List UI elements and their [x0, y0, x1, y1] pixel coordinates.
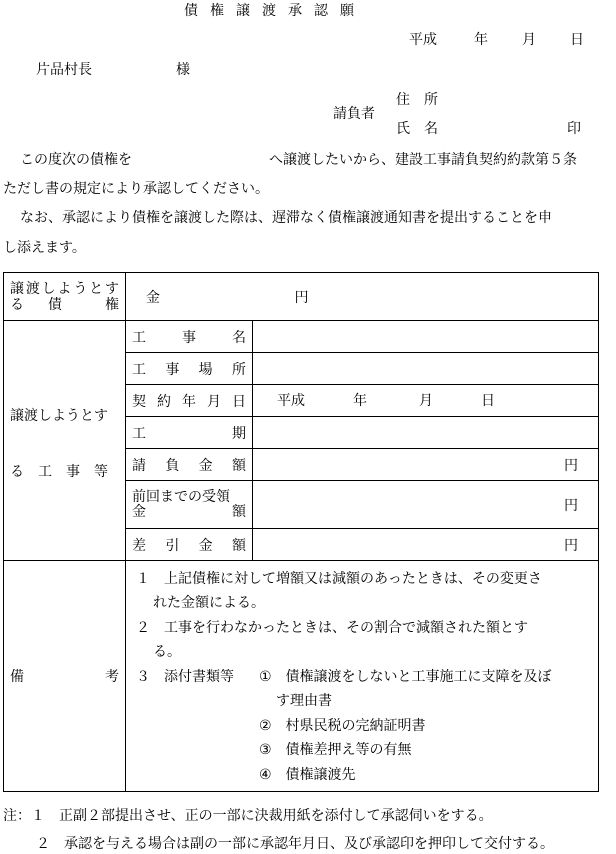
date-month: 月: [522, 32, 536, 48]
remarks-cell: [126, 561, 599, 792]
remark-1-line-2: れた金額による。: [153, 595, 265, 611]
remark-3-item-2: ② 村県民税の完納証明書: [259, 718, 426, 734]
addressee: 片品村長: [36, 62, 92, 78]
row-label-place: 工事場所: [126, 353, 253, 385]
remarks-label-text: 備 考: [10, 669, 119, 685]
remark-3-item-4: ④ 債権譲渡先: [259, 767, 356, 783]
body-line-4: し添えます。: [3, 240, 86, 256]
remark-2-line-1: ２ 工事を行わなかったときは、その割合で減額された額とす: [136, 620, 528, 636]
row-value-amount-yen: 円: [253, 449, 599, 481]
prev-received-line-2: 金 額: [132, 503, 246, 520]
row-label-contract-date: 契約年月日: [126, 385, 253, 417]
row-value-prev-received-yen: 円: [253, 481, 599, 529]
remark-1-line-1: １ 上記債権に対して増額又は減額のあったときは、その変更さ: [136, 571, 542, 587]
claim-label: [4, 273, 126, 321]
body-line-1a: この度次の債権を: [20, 152, 132, 168]
seal-mark: 印: [567, 121, 581, 137]
body-line-1b: へ譲渡したいから、建設工事請負契約約款第５条: [269, 152, 577, 168]
name-label: 氏 名: [396, 121, 438, 137]
work-label-line-2: る 工 事 等: [10, 463, 108, 480]
date-day: 日: [570, 32, 584, 48]
row-value-place: [253, 353, 599, 385]
row-value-period: [253, 417, 599, 449]
applicant-label: 請負者: [333, 106, 375, 122]
contract-year: 年: [353, 393, 367, 409]
row-label-balance: 差引金額: [126, 529, 253, 561]
remarks-label: [4, 561, 126, 792]
claim-yen: 円: [294, 289, 309, 306]
row-label-period: 工期: [126, 417, 253, 449]
remark-3-item-3: ③ 債権差押え等の有無: [259, 742, 412, 758]
note-1: 注：１ 正副２部提出させ、正の一部に決裁用紙を添付して承認伺いをする。: [3, 808, 493, 824]
row-value-contract-date: [253, 385, 599, 417]
work-label-line-1: 譲渡しようとす: [10, 407, 108, 424]
row-label-prev-received: [126, 481, 253, 529]
claim-prefix: 金: [146, 289, 160, 306]
honorific: 様: [176, 62, 190, 78]
row-value-name: [253, 321, 599, 353]
address-label: 住 所: [396, 92, 438, 108]
row-label-amount: 請負金額: [126, 449, 253, 481]
contract-month: 月: [419, 393, 433, 409]
work-label: [4, 321, 126, 561]
claim-amount-cell: [126, 273, 599, 321]
note-2: ２ 承認を与える場合は副の一部に承認年月日、及び承認印を押印して交付する。: [36, 836, 554, 852]
claim-transfer-form: [3, 272, 599, 792]
contract-day: 日: [481, 393, 495, 409]
claim-label-text: 譲渡しようとする 債 権: [10, 280, 119, 313]
remark-3-head: ３ 添付書類等: [136, 669, 234, 685]
remark-3-item-1-line-2: す理由書: [276, 693, 332, 709]
row-value-balance-yen: 円: [253, 529, 599, 561]
row-label-name: 工事名: [126, 321, 253, 353]
document-title: 債権譲渡承認願: [184, 3, 366, 19]
body-line-3: なお、承認により債権を譲渡した際は、遅滞なく債権譲渡通知書を提出することを申: [20, 210, 552, 226]
remark-3-item-1-line-1: ① 債権譲渡をしないと工事施工に支障を及ぼ: [259, 669, 552, 685]
contract-era: 平成: [277, 393, 305, 409]
remark-2-line-2: る。: [153, 644, 181, 660]
date-year: 年: [474, 32, 488, 48]
prev-received-line-1: 前回までの受領: [132, 488, 230, 505]
body-line-2: ただし書の規定により承認してください。: [3, 181, 269, 197]
date-era: 平成: [409, 32, 437, 48]
